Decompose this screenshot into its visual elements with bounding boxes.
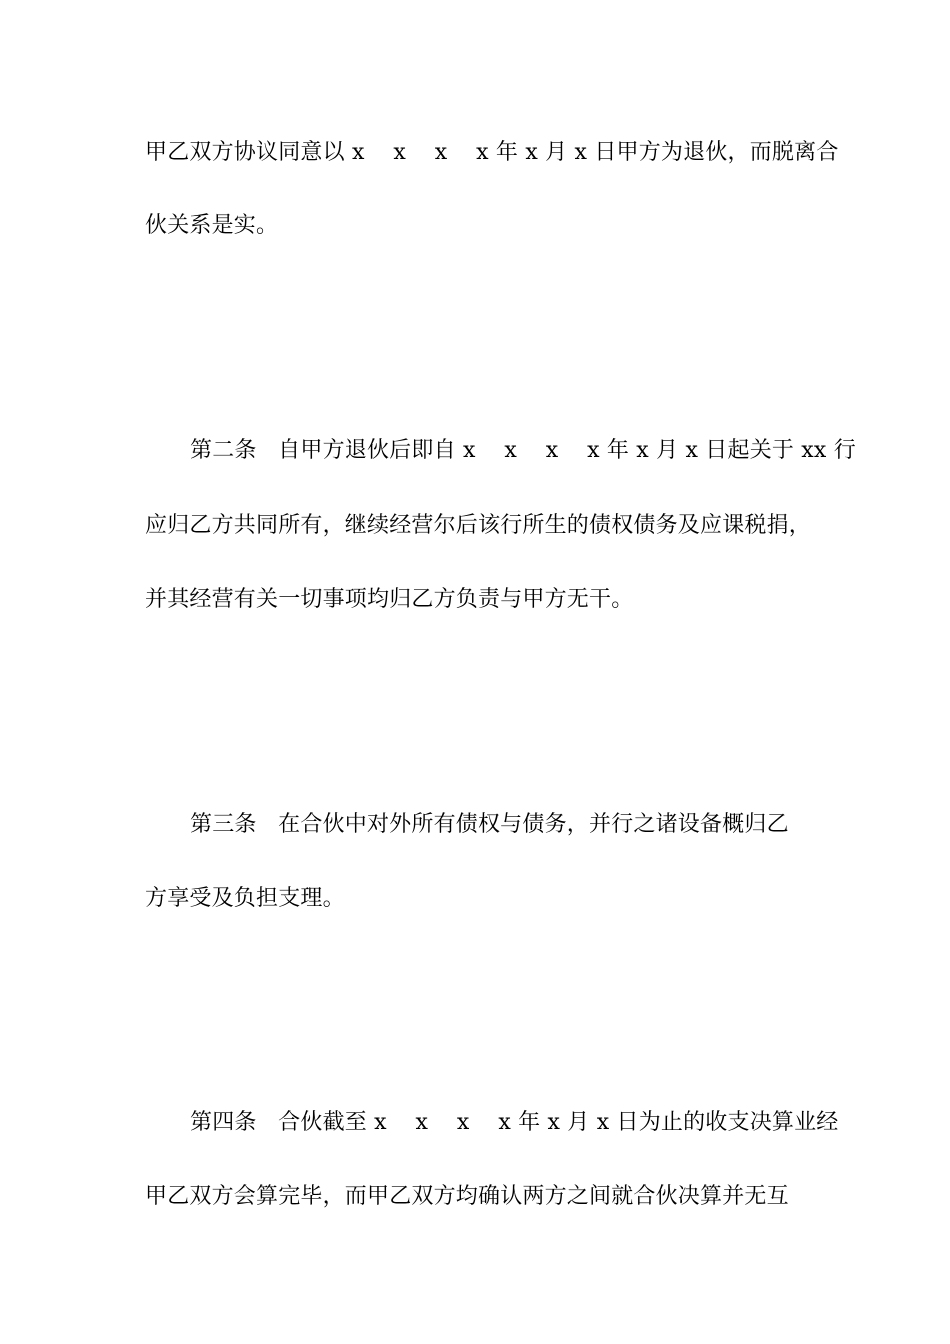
paragraph-line: 甲乙双方协议同意以 x x x x 年 x 月 x 日甲方为退伙，而脱离合 (145, 140, 839, 165)
paragraph-line: 第二条 自甲方退伙后即自 x x x x 年 x 月 x 日起关于 xx 行 (190, 438, 856, 463)
paragraph-line: 甲乙双方会算完毕，而甲乙双方均确认两方之间就合伙决算并无互 (145, 1184, 789, 1209)
paragraph-line: 方享受及负担支理。 (145, 886, 345, 911)
paragraph-line: 应归乙方共同所有，继续经营尔后该行所生的债权债务及应课税捐， (145, 513, 812, 538)
paragraph-line: 第三条 在合伙中对外所有债权与债务，并行之诸设备概归乙 (190, 812, 789, 837)
paragraph-line: 并其经营有关一切事项均归乙方负责与甲方无干。 (145, 587, 634, 612)
paragraph-line: 伙关系是实。 (145, 213, 279, 238)
paragraph-line: 第四条 合伙截至 x x x x 年 x 月 x 日为止的收支决算业经 (190, 1110, 839, 1135)
